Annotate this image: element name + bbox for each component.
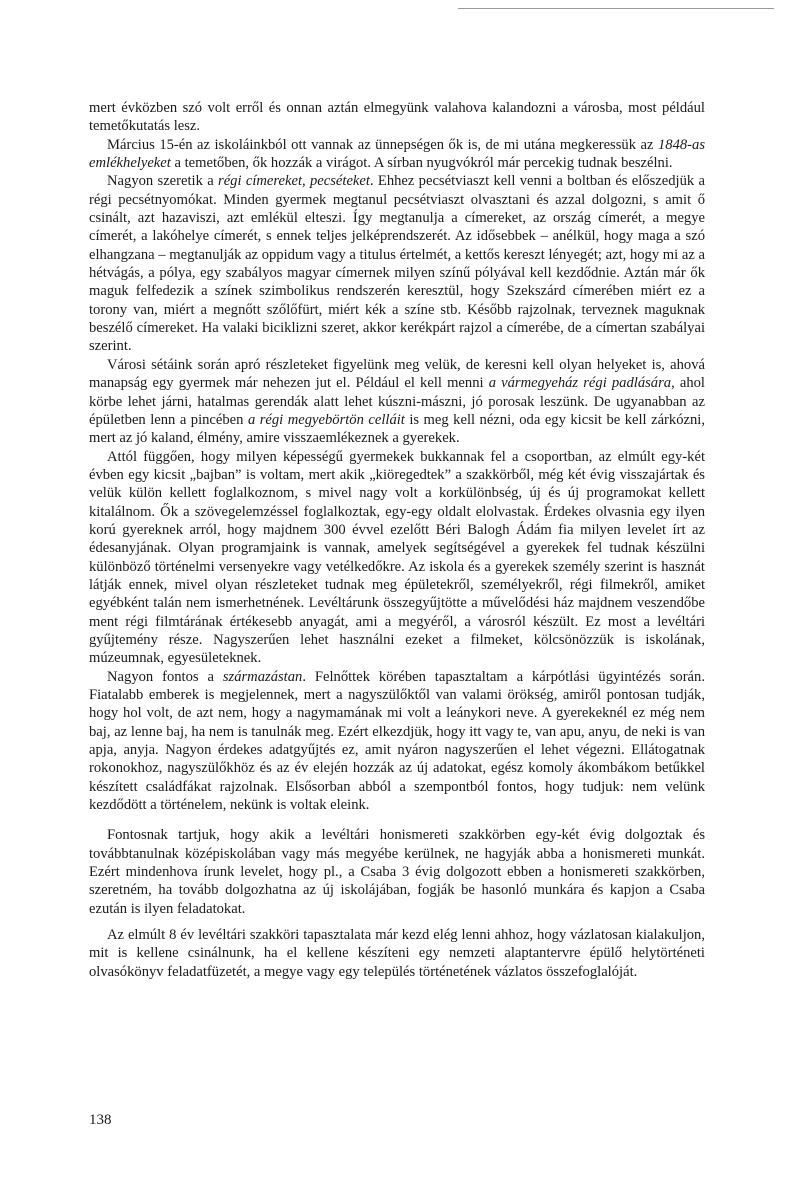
text-run: Fontosnak tartjuk, hogy akik a levéltári honismereti szakkörben egy-két évig dolgoztak és továbbtanulnak középiskolában vagy más megyébe kerülnek, ne hagyják abba a honismereti munkát. Ezért mindenhova írunk levelet, hogy pl., a Csaba 3 évig dolgozott ebben a honismereti szakkörben, szeretném, ha tovább dolgozhatna az új iskolájában, fogják be hasonló munkára és kapjon a Csaba ezután is ilyen feladatokat. bbox=[89, 827, 705, 917]
paragraph bbox=[89, 99, 705, 136]
text-run: Városi sétáink során apró részleteket figyelünk meg velük, de keresni kell olyan helyeket is, ahová manapság egy gyermek már nehezen jut el. Például el kell menni bbox=[89, 356, 705, 392]
paragraph bbox=[89, 448, 705, 668]
text-run: mert évközben szó volt erről és onnan aztán elmegyünk valahova kalandozni a városba, most például temetőkutatás lesz. bbox=[89, 100, 705, 135]
text-run: Attól függően, hogy milyen képességű gyermekek bukkannak fel a csoportban, az elmúlt egy-két évben egy kicsit „bajban” is voltam, mert akik „kiöregedtek” a szakkörből, még két évig visszajártak és velük külön kellett foglalkoznom, s mivel nagy volt a korkülönbség, új és új programokat kellett kitalálnom. Ők a szövegelemzéssel foglalkoztak, egy-egy oldalt elolvastak. Érdekes olvasnia egy ilyen korú gyereknek arról, hogy majdnem 300 évvel ezelőtt Béri Balogh Ádám fia milyen levelet írt az édesanyjának. Olyan programjaink is vannak, amelyek segítségével a gyerekek fel tudnak készülni különböző történelmi versenyekre vagy vetélkedőkre. Az iskola és a gyerekek személy szerint is hasznát látják ennek, mivel olyan részleteket tudnak meg épületekről, személyekről, régi filmekről, amiket egyébként talán nem ismerhetnének. Levéltárunk összegyűjtötte a művelődési ház majdnem veszendőbe ment régi filmtárának értékesebb anyagát, ami a megyéről, a városról készült. Ez most a levéltári gyűjtemény része. Nagyszerűen lehet használni ezeket a filmeket, kölcsönözzük is iskolának, múzeumnak, egyesületeknek. bbox=[89, 448, 705, 667]
paragraph bbox=[89, 172, 705, 355]
text-run: is meg kell nézni, oda egy kicsit be kell zárkózni, mert az jó kaland, élmény, amire visszaemlékeznek a gyerekek. bbox=[89, 411, 705, 447]
text-run: . Felnőttek körében tapasztaltam a kárpótlási ügyintézés során. Fiatalabb emberek is megjelennek, mert a nagyszülőktől van valami örökség, amiről pontosan tudják, hogy hol volt, de azt nem, hogy a nagymamának mi volt a leánykori neve. A gyerekeknél ez még nem baj, az lenne baj, ha nem is tanulnák meg. Ezért elkezdjük, hogy itt vagy te, van apu, anyu, de neki is van apja, anyja. Nagyon érdekes adatgyűjtés ez, amit nyáron nagyszerűen el lehet végezni. Ellátogatnak rokonokhoz, nagyszülőkhöz és az év elején hozzák az új adatokat, egész komoly ákombákom betűkkel készített családfákat rajzolnak. Elsősorban abból a szempontból fontos, hogy tudjuk: nem velünk kezdődött a történelem, nekünk is voltak eleink. bbox=[89, 668, 705, 814]
paragraph bbox=[89, 136, 705, 173]
paragraph bbox=[89, 826, 705, 918]
italic-phrase: régi címereket, pecséteket bbox=[218, 173, 370, 190]
paragraph bbox=[89, 668, 705, 815]
text-run: Nagyon szeretik a bbox=[107, 173, 219, 190]
italic-phrase: 1848-as emlékhelyeket bbox=[89, 136, 705, 172]
paragraph bbox=[89, 926, 705, 981]
italic-phrase: a régi megyebörtön celláit bbox=[247, 411, 405, 428]
italic-phrase: a vármegyeház régi padlására bbox=[488, 375, 672, 392]
text-run: Március 15-én az iskoláinkból ott vannak az ünnepségen ők is, de mi utána megkeressük az bbox=[107, 136, 658, 153]
text-run: Az elmúlt 8 év levéltári szakköri tapasztalata már kezd elég lenni ahhoz, hogy vázlatosan kialakuljon, mit is kellene csinálnunk, ha el kellene készíteni egy nemzeti alaptantervre épülő helytörténeti olvasókönyv feladatfüzetét, a megye vagy egy település történetének vázlatos összefoglalóját. bbox=[89, 927, 705, 980]
body-text bbox=[89, 99, 705, 981]
text-run: . Ehhez pecsétviaszt kell venni a boltban és előszedjük a régi pecsétnyomókat. Minden gyermek megtanul pecsétviaszt olvasztani és azzal dolgozni, s amit ő csinált, azt hazaviszi, azt emlékül elteszi. Így megtanulja a címereket, az ország címerét, a megye címerét, a lakóhelye címerét, s ennek teljes jelképrendszerét. Az idősebbek – anélkül, hogy maga a szó elhangzana – megtanulják az oppidum vagy a titulus értelmét, a kettős kereszt lényegét; azt, hogy mi az a hétvágás, a pólya, egy szabályos magyar címernek milyen színű pólyával kell kezdődnie. Aztán már ők maguk felfedezik a színek szimbolikus rendszerén keresztül, hogy Szekszárd címerében miért ez a torony van, miért a megnőtt szőlőfürt, miért kék a színe stb. Később rajzolnak, terveznek maguknak beszélő címereket. Ha valaki biciklizni szeret, akkor kerékpárt rajzol a címerébe, de a címertan szabályai szerint. bbox=[89, 173, 705, 355]
paragraph bbox=[89, 356, 705, 448]
text-run: a temetőben, ők hozzák a virágot. A sírban nyugvókról már percekig tudnak beszélni. bbox=[170, 155, 673, 172]
italic-phrase: származástan bbox=[222, 668, 303, 685]
page-number: 138 bbox=[89, 1112, 112, 1128]
text-run: , ahol körbe lehet járni, hatalmas gerendák alatt lehet kúszni-mászni, jó porosak leszünk. De ugyanabban az épületben lenn a pincében bbox=[89, 375, 705, 428]
header-rule bbox=[458, 8, 774, 9]
text-run: Nagyon fontos a bbox=[107, 668, 223, 685]
